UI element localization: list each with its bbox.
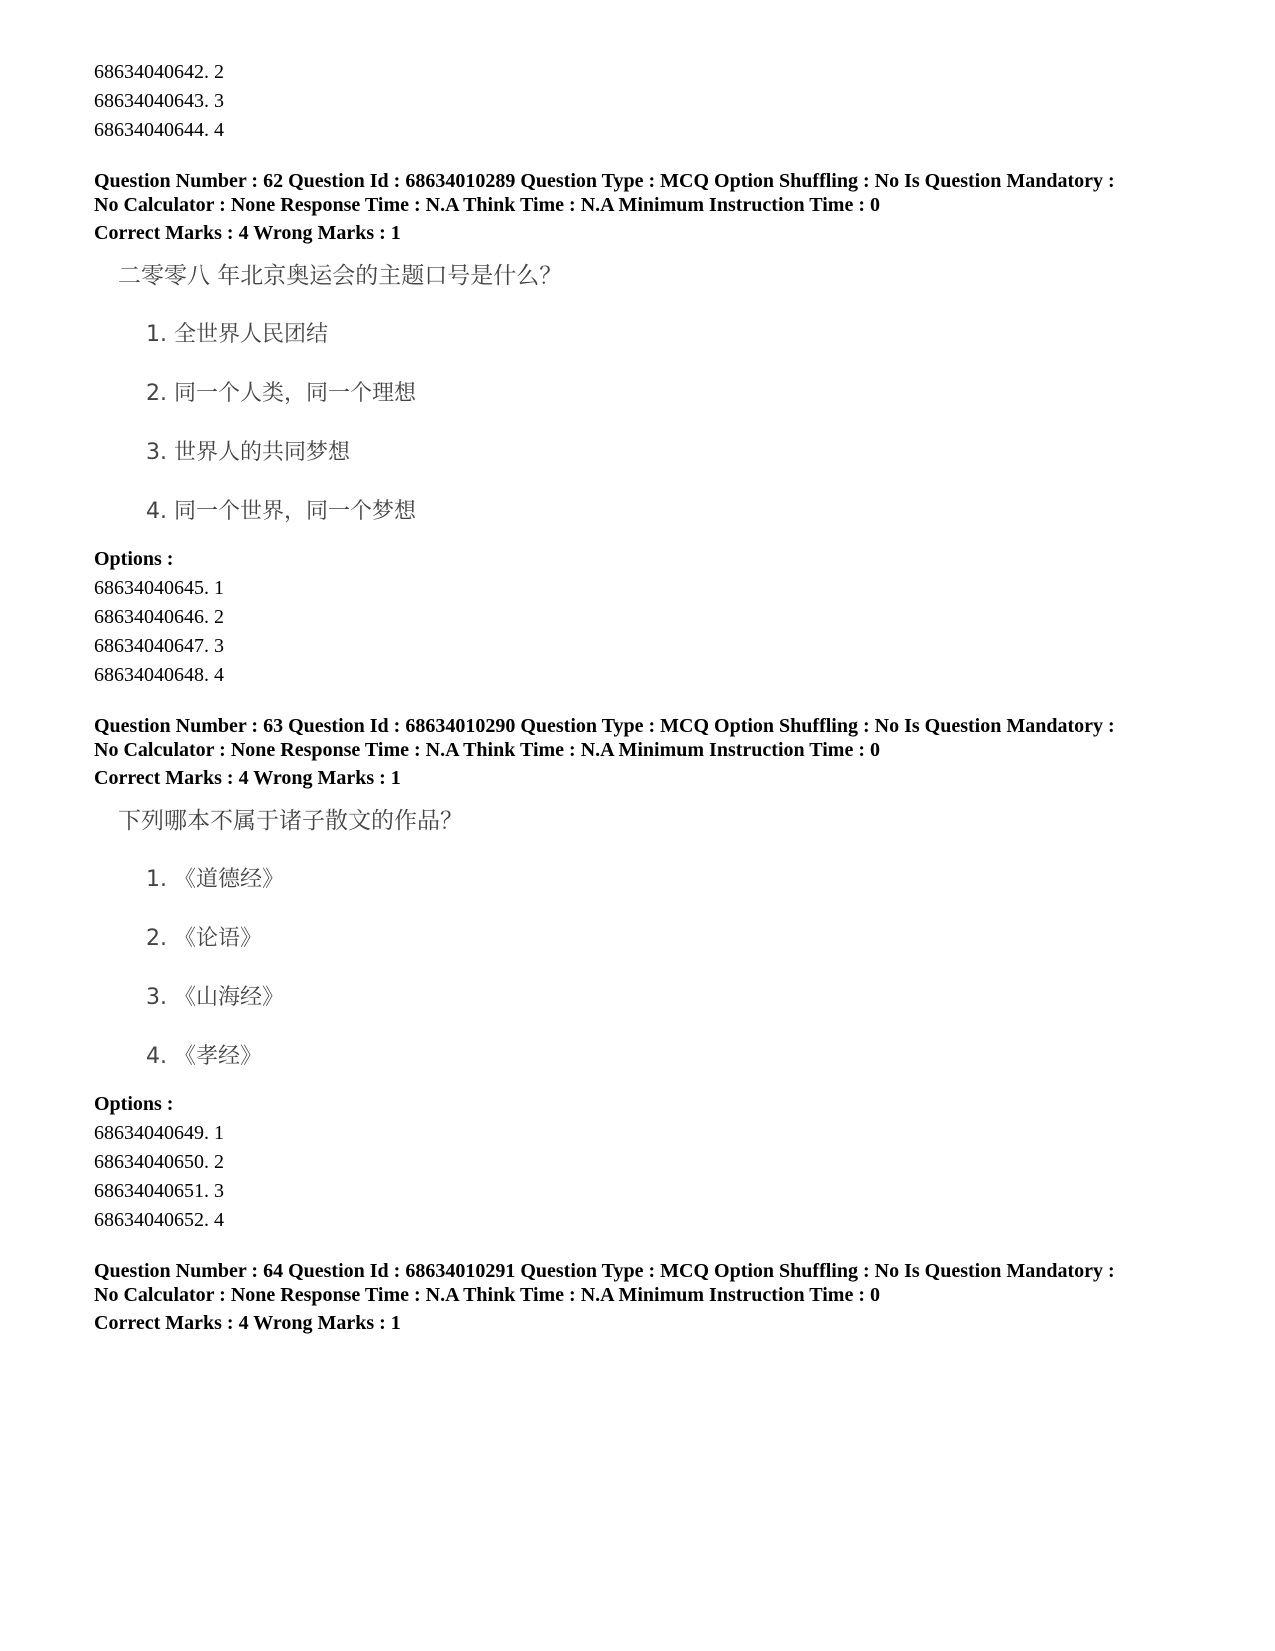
choice-item: 3. 《山海经》 [146, 985, 284, 1010]
question-63 [94, 714, 1194, 1235]
question-meta-line-1: Question Number : 63 Question Id : 68634010290 Question Type : MCQ Option Shuffling : No Is Question Mandatory : [94, 715, 1115, 737]
option-line: 68634040651. 3 [94, 1180, 224, 1202]
option-line: 68634040644. 4 [94, 119, 224, 141]
question-marks: Correct Marks : 4 Wrong Marks : 1 [94, 1312, 401, 1334]
question-marks: Correct Marks : 4 Wrong Marks : 1 [94, 222, 401, 244]
option-line: 68634040648. 4 [94, 664, 224, 686]
spacer [94, 690, 1194, 714]
document-page [94, 58, 1194, 1335]
question-image [118, 806, 1194, 1072]
choice-item: 2. 《论语》 [146, 926, 262, 951]
question-choices [146, 865, 1194, 1072]
question-image [118, 261, 1194, 527]
option-line: 68634040652. 4 [94, 1209, 224, 1231]
option-line: 68634040650. 2 [94, 1151, 224, 1173]
choice-item: 2. 同一个人类，同一个理想 [146, 381, 416, 406]
question-meta-line-1: Question Number : 62 Question Id : 68634010289 Question Type : MCQ Option Shuffling : No Is Question Mandatory : [94, 170, 1115, 192]
question-choices [146, 320, 1194, 527]
option-line: 68634040649. 1 [94, 1122, 224, 1144]
question-62 [94, 169, 1194, 690]
option-line: 68634040642. 2 [94, 61, 224, 83]
question-text: 下列哪本不属于诸子散文的作品？ [118, 808, 463, 834]
choice-item: 1. 《道德经》 [146, 867, 284, 892]
question-marks: Correct Marks : 4 Wrong Marks : 1 [94, 767, 401, 789]
question-64 [94, 1259, 1194, 1335]
spacer [94, 145, 1194, 169]
question-meta-line-2: No Calculator : None Response Time : N.A Think Time : N.A Minimum Instruction Time : 0 [94, 1284, 880, 1306]
spacer [94, 1235, 1194, 1259]
choice-item: 1. 全世界人民团结 [146, 322, 328, 347]
choice-item: 3. 世界人的共同梦想 [146, 440, 350, 465]
previous-question-options [94, 58, 1194, 145]
question-text: 二零零八 年北京奥运会的主题口号是什么？ [118, 263, 563, 289]
options-label: Options : [94, 548, 174, 570]
option-line: 68634040645. 1 [94, 577, 224, 599]
options-label: Options : [94, 1093, 174, 1115]
question-meta-line-2: No Calculator : None Response Time : N.A Think Time : N.A Minimum Instruction Time : 0 [94, 194, 880, 216]
choice-item: 4. 同一个世界，同一个梦想 [146, 499, 416, 524]
question-meta-line-1: Question Number : 64 Question Id : 68634010291 Question Type : MCQ Option Shuffling : No Is Question Mandatory : [94, 1260, 1115, 1282]
choice-item: 4. 《孝经》 [146, 1044, 262, 1069]
option-line: 68634040646. 2 [94, 606, 224, 628]
question-meta-line-2: No Calculator : None Response Time : N.A Think Time : N.A Minimum Instruction Time : 0 [94, 739, 880, 761]
option-line: 68634040647. 3 [94, 635, 224, 657]
option-line: 68634040643. 3 [94, 90, 224, 112]
